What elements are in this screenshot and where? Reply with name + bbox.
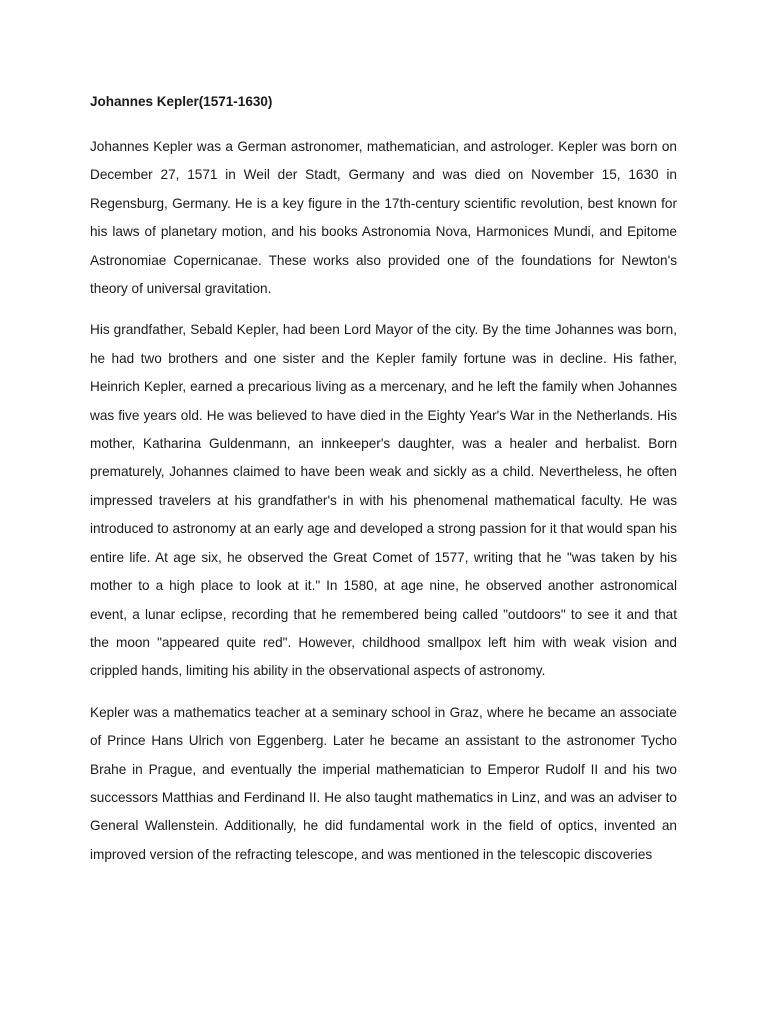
document-page xyxy=(90,92,677,882)
paragraph-intro: Johannes Kepler was a German astronomer, mathematician, and astrologer. Kepler was born on December 27, 1571 in Weil der Stadt, Germany and was died on November 15, 1630 in Regensburg, Germany. He is a key figure in the 17th-century scientific revolution, best known for his laws of planetary motion, and his books Astronomia Nova, Harmonices Mundi, and Epitome Astronomiae Copernicanae. These works also provided one of the foundations for Newton's theory of universal gravitation. xyxy=(90,139,677,297)
paragraph-career: Kepler was a mathematics teacher at a seminary school in Graz, where he became an associate of Prince Hans Ulrich von Eggenberg. Later he became an assistant to the astronomer Tycho Brahe in Prague, and eventually the imperial mathematician to Emperor Rudolf II and his two successors Matthias and Ferdinand II. He also taught mathematics in Linz, and was an adviser to General Wallenstein. Additionally, he did fundamental work in the field of optics, invented an improved version of the refracting telescope, and was mentioned in the telescopic discoveries xyxy=(90,704,677,862)
paragraph-early-life: His grandfather, Sebald Kepler, had been Lord Mayor of the city. By the time Johannes was born, he had two brothers and one sister and the Kepler family fortune was in decline. His father, Heinrich Kepler, earned a precarious living as a mercenary, and he left the family when Johannes was five years old. He was believed to have died in the Eighty Year's War in the Netherlands. His mother, Katharina Guldenmann, an innkeeper's daughter, was a healer and herbalist. Born prematurely, Johannes claimed to have been weak and sickly as a child. Nevertheless, he often impressed travelers at his grandfather's in with his phenomenal mathematical faculty. He was introduced to astronomy at an early age and developed a strong passion for it that would span his entire life. At age six, he observed the Great Comet of 1577, writing that he "was taken by his mother to a high place to look at it." In 1580, at age nine, he observed another astronomical event, a lunar eclipse, recording that he remembered being called "outdoors" to see it and that the moon "appeared quite red". However, childhood smallpox left him with weak vision and crippled hands, limiting his ability in the observational aspects of astronomy. xyxy=(90,322,677,679)
document-title: Johannes Kepler(1571-1630) xyxy=(90,94,273,109)
